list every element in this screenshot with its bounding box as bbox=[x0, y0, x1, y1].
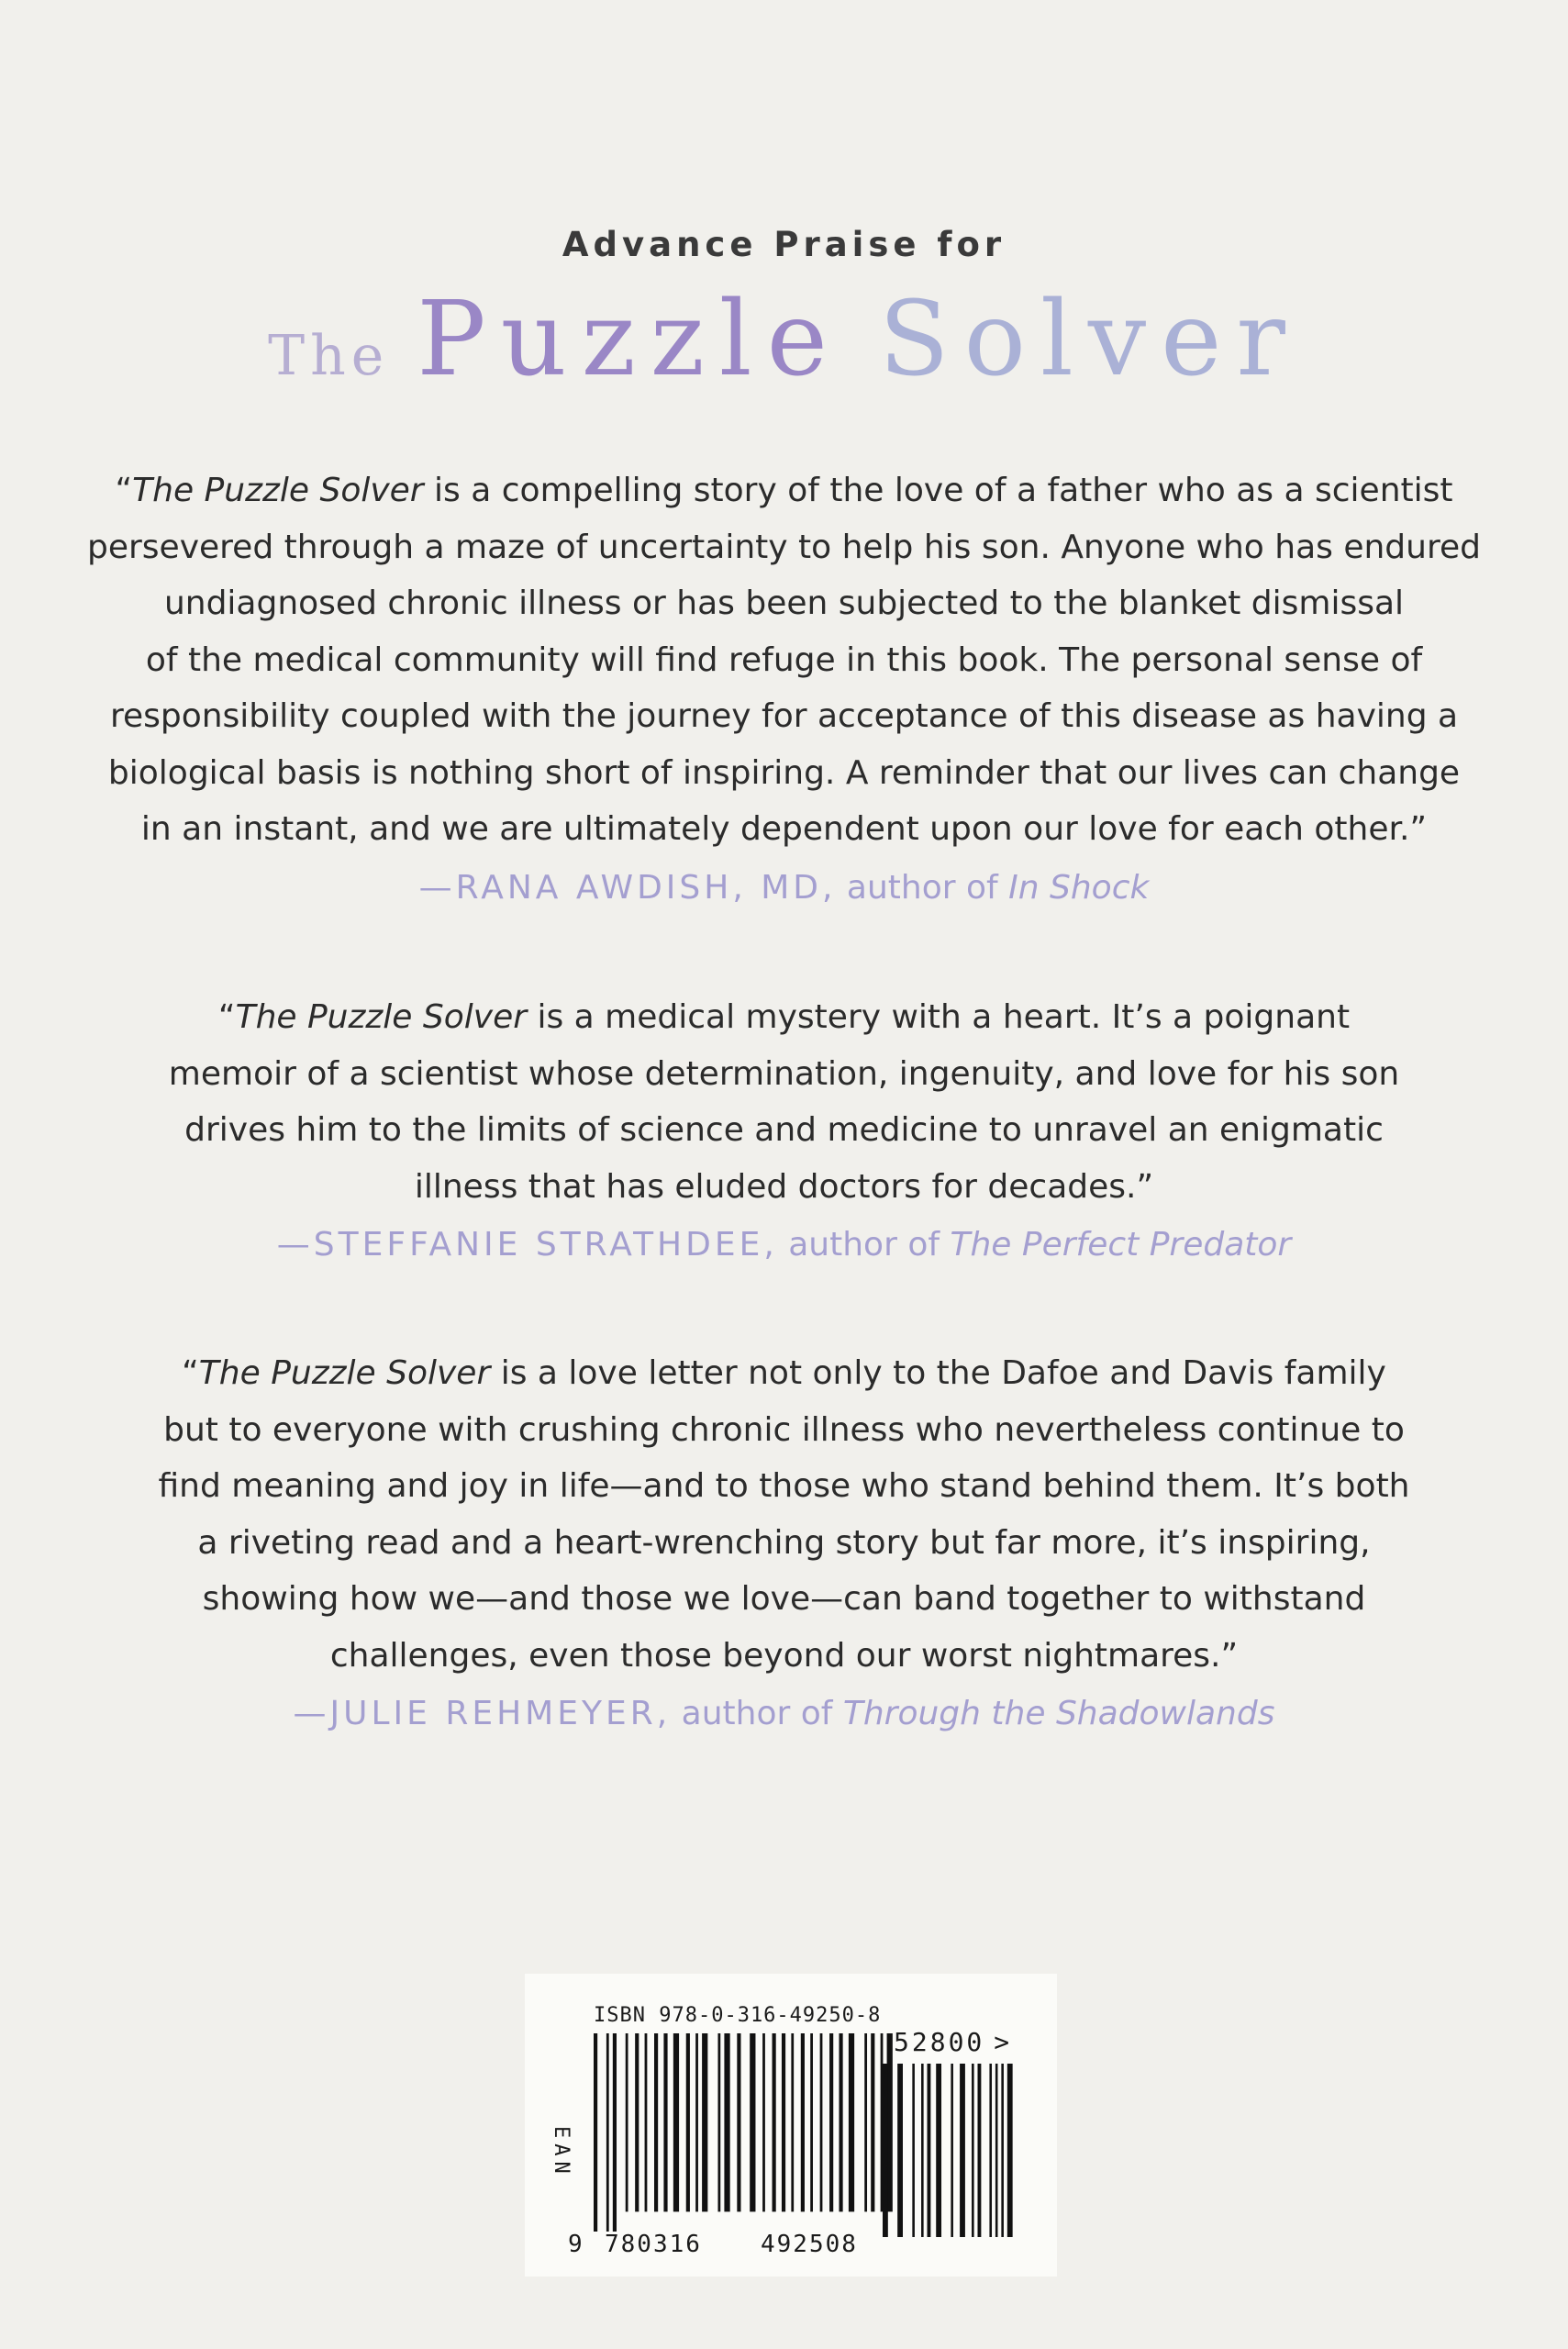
attribution-work: The Perfect Predator bbox=[950, 1226, 1292, 1264]
quote-book-title: The Puzzle Solver bbox=[235, 998, 528, 1036]
book-title bbox=[0, 280, 1568, 399]
attribution-name: —JULIE REHMEYER, bbox=[293, 1695, 672, 1732]
barcode-bar bbox=[829, 2033, 833, 2211]
barcode-bar bbox=[1001, 2064, 1004, 2237]
barcode-bar bbox=[724, 2033, 729, 2211]
barcode-bar bbox=[977, 2064, 981, 2237]
advance-praise-heading: Advance Praise for bbox=[562, 225, 1006, 264]
quote-book-title: The Puzzle Solver bbox=[132, 472, 424, 509]
barcode-bar bbox=[801, 2033, 805, 2211]
barcode-bar bbox=[989, 2064, 992, 2237]
blurb-quote: “The Puzzle Solver is a love letter not only to the Dafoe and Davis family but to everyone with crushing chronic illness who nevertheless continue to find meaning and joy in life—and to those who stand behind them. It’s both a riveting read and a heart-wrenching story but far more, it’s inspiring, showing how we—and those we love—can band together to withstand challenges, even those beyond our worst nightmares.” bbox=[158, 1354, 1410, 1675]
barcode-bar bbox=[897, 2064, 903, 2237]
praise-blurb-2 bbox=[0, 989, 1568, 1273]
attribution-name: —RANA AWDISH, MD, bbox=[418, 868, 837, 907]
blurb-quote: “The Puzzle Solver is a medical mystery with a heart. It’s a poignant memoir of a scientist whose determination, ingenuity, and love for his son drives him to the limits of science and medicine to unravel an enigmatic illness that has eluded doctors for decades.” bbox=[168, 998, 1400, 1206]
isbn-barcode-block: ISBN 978-0-316-49250-8 EAN 52800 > 9 780316 492508 bbox=[525, 1974, 1057, 2277]
attribution-work: Through the Shadowlands bbox=[842, 1695, 1275, 1732]
blurb-attribution: —RANA AWDISH, MD, author of In Shock bbox=[418, 868, 1150, 907]
barcode-bar bbox=[849, 2033, 854, 2211]
barcode-bar bbox=[782, 2033, 785, 2211]
barcode-bar bbox=[960, 2064, 965, 2237]
barcode-bar bbox=[820, 2033, 823, 2211]
quote-book-title: The Puzzle Solver bbox=[198, 1354, 491, 1392]
ean-label: EAN bbox=[550, 2126, 573, 2179]
blurb-attribution: —JULIE REHMEYER, author of Through the Shadowlands bbox=[293, 1695, 1275, 1732]
barcode-bar bbox=[717, 2033, 720, 2211]
barcode-bar bbox=[1007, 2064, 1013, 2237]
price-arrow: > bbox=[994, 2027, 1013, 2057]
barcode-bar bbox=[912, 2064, 915, 2237]
barcode-bar bbox=[635, 2033, 639, 2211]
barcode-bar bbox=[673, 2033, 679, 2211]
barcode-bar bbox=[773, 2033, 776, 2211]
isbn-number: ISBN 978-0-316-49250-8 bbox=[594, 2004, 882, 2027]
barcode-bar bbox=[594, 2033, 597, 2232]
barcode-bar bbox=[762, 2033, 765, 2211]
praise-blurb-3 bbox=[0, 1345, 1568, 1742]
title-puzzle: Puzzle bbox=[417, 280, 842, 399]
barcode-bar bbox=[737, 2033, 740, 2211]
barcode-bar bbox=[613, 2033, 617, 2232]
barcode-bar bbox=[791, 2033, 794, 2211]
title-the: The bbox=[268, 324, 390, 388]
barcode-bar bbox=[686, 2033, 690, 2211]
attribution-work: In Shock bbox=[1008, 868, 1150, 907]
price-addon-barcode-icon bbox=[883, 2064, 1022, 2256]
blurb-quote: “The Puzzle Solver is a compelling story of the love of a father who as a scientist persevered through a maze of uncertainty to help his son. Anyone who has endured undiagnosed chronic illness or has been subjected to the blanket dismissal of the medical community will find refuge in this book. The personal sense of responsibility coupled with the journey for acceptance of this disease as having a biological basis is nothing short of inspiring. A reminder that our lives can change in an instant, and we are ultimately dependent upon our love for each other.” bbox=[87, 472, 1481, 848]
barcode-bar bbox=[645, 2033, 648, 2211]
barcode-bar bbox=[928, 2064, 931, 2237]
barcode-bar bbox=[936, 2064, 941, 2237]
barcode-bar bbox=[921, 2064, 924, 2237]
barcode-bar bbox=[995, 2064, 998, 2237]
barcode-bar bbox=[951, 2064, 953, 2237]
barcode-bar bbox=[695, 2033, 698, 2211]
barcode-bar bbox=[702, 2033, 707, 2211]
attribution-name: —STEFFANIE STRATHDEE, bbox=[276, 1226, 778, 1264]
ean-barcode-icon bbox=[594, 2033, 896, 2232]
blurb-attribution: —STEFFANIE STRATHDEE, author of The Perfect Predator bbox=[276, 1226, 1292, 1264]
title-solver: Solver bbox=[878, 280, 1300, 399]
barcode-bar bbox=[606, 2033, 609, 2232]
price-code: 52800 > bbox=[894, 2027, 1013, 2057]
barcode-bar bbox=[871, 2033, 874, 2211]
barcode-bar bbox=[972, 2064, 974, 2237]
barcode-bar bbox=[750, 2033, 755, 2211]
praise-blurb-1 bbox=[0, 462, 1568, 916]
barcode-bar bbox=[810, 2033, 813, 2211]
barcode-bar bbox=[663, 2033, 667, 2211]
barcode-bar bbox=[883, 2064, 888, 2237]
barcode-bar bbox=[864, 2033, 867, 2211]
barcode-bar bbox=[626, 2033, 628, 2211]
barcode-bar bbox=[654, 2033, 658, 2211]
barcode-bar bbox=[839, 2033, 842, 2211]
